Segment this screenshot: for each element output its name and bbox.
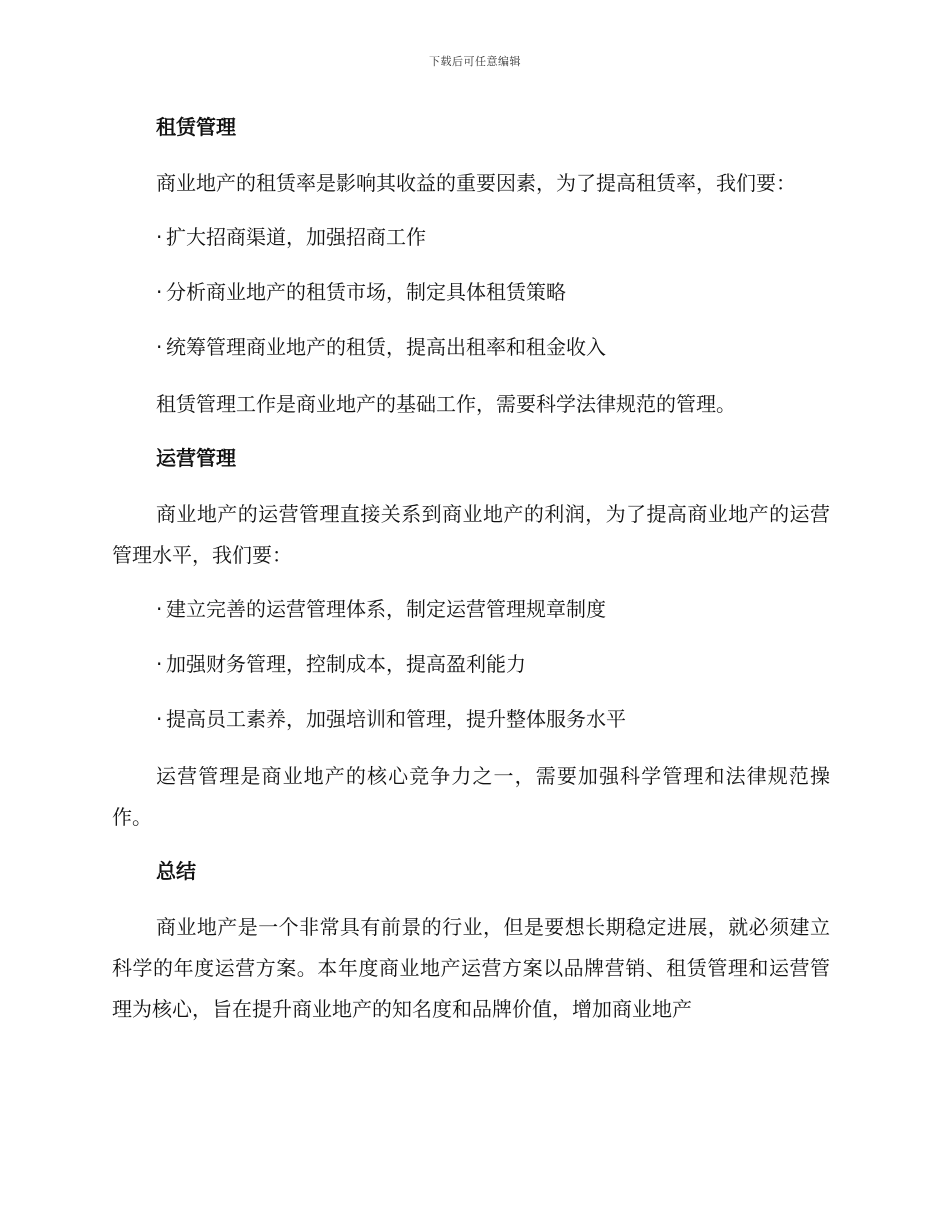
section-intro: 商业地产的运营管理直接关系到商业地产的利润，为了提高商业地产的运营管理水平，我们要： (112, 502, 830, 567)
section-heading: 总结 (156, 859, 196, 883)
bullet-symbol: · (156, 280, 163, 304)
bullet-text: 扩大招商渠道，加强招商工作 (166, 225, 426, 249)
section-lease-management (112, 109, 830, 425)
bullet-symbol: · (156, 335, 163, 359)
bullet-text: 提高员工素养，加强培训和管理，提升整体服务水平 (166, 707, 626, 731)
bullet-symbol: · (156, 225, 163, 249)
section-heading: 租赁管理 (156, 115, 236, 139)
section-intro: 商业地产的租赁率是影响其收益的重要因素，为了提高租赁率，我们要： (156, 171, 796, 195)
bullet-item (112, 219, 830, 255)
bullet-item (112, 701, 830, 737)
bullet-symbol: · (156, 707, 163, 731)
section-intro: 商业地产是一个非常具有前景的行业，但是要想长期稳定进展，就必须建立科学的年度运营方案。本年度商业地产运营方案以品牌营销、租赁管理和运营管理为核心，旨在提升商业地产的知名度和品牌价值，增加商业地产 (112, 915, 830, 1021)
section-conclusion: 运营管理是商业地产的核心竞争力之一，需要加强科学管理和法律规范操作。 (112, 764, 830, 829)
header-note: 下载后可任意编辑 (429, 55, 521, 68)
bullet-text: 统筹管理商业地产的租赁，提高出租率和租金收入 (166, 335, 606, 359)
bullet-text: 加强财务管理，控制成本，提高盈利能力 (166, 652, 526, 676)
bullet-text: 分析商业地产的租赁市场，制定具体租赁策略 (166, 280, 566, 304)
bullet-item (112, 591, 830, 627)
document-body (112, 109, 830, 1045)
bullet-symbol: · (156, 652, 163, 676)
section-summary (112, 853, 830, 1030)
section-conclusion: 租赁管理工作是商业地产的基础工作，需要科学法律规范的管理。 (156, 392, 736, 416)
section-operations-management (112, 440, 830, 838)
bullet-item (112, 646, 830, 682)
bullet-item (112, 274, 830, 310)
section-heading: 运营管理 (156, 446, 236, 470)
bullet-text: 建立完善的运营管理体系，制定运营管理规章制度 (166, 597, 606, 621)
bullet-item (112, 329, 830, 365)
bullet-symbol: · (156, 597, 163, 621)
